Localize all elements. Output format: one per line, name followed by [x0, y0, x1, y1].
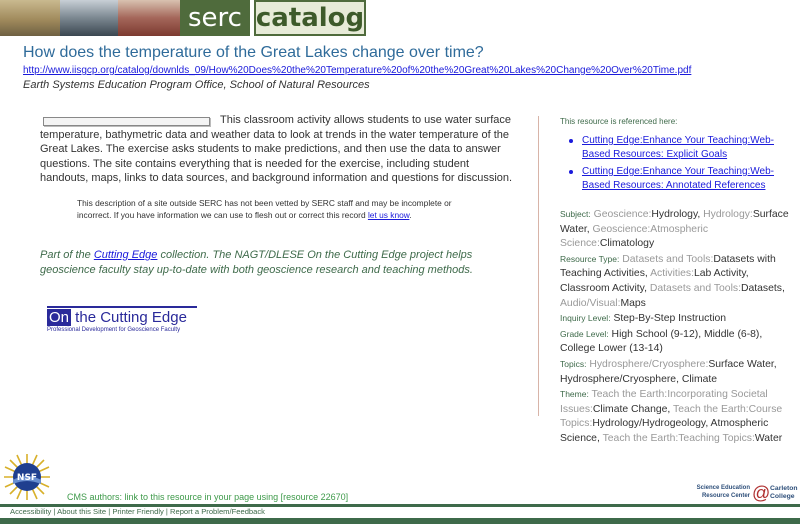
header-banner: [0, 0, 368, 36]
cutting-edge-logo-name: [47, 308, 207, 328]
resource-title: How does the temperature of the Great Lakes change over time?: [23, 44, 484, 61]
reference-link[interactable]: Cutting Edge:Enhance Your Teaching:Web-Based Resources: Annotated References: [582, 166, 774, 191]
resource-url-link[interactable]: http://www.iisgcp.org/catalog/downlds_09/How%20Does%20the%20Temperature%20of%20the%20Great%20Lakes%20Change%20Over%20Time.pdf: [23, 65, 692, 76]
catalog-logo-text[interactable]: catalog: [254, 0, 366, 36]
subject-category: Geoscience:Atmospheric Science:: [560, 223, 709, 250]
metadata-resource-type: [560, 252, 800, 311]
collection-prefix: Part of the: [40, 249, 94, 261]
list-item: [567, 134, 797, 162]
resource-type-category: Audio/Visual:: [560, 297, 621, 309]
inquiry-level-label: Inquiry Level:: [560, 313, 611, 324]
accessibility-link[interactable]: Accessibility: [10, 507, 52, 516]
resource-organization: Earth Systems Education Program Office, School of Natural Resources: [23, 79, 370, 91]
reference-link[interactable]: Cutting Edge:Enhance Your Teaching:Web-Based Resources: Explicit Goals: [582, 135, 774, 160]
serc-logo-left: Science Education Resource Center: [696, 485, 750, 499]
subject-value: Climatology: [599, 238, 655, 250]
grade-level-label: Grade Level:: [560, 328, 609, 339]
resource-type-value: Lab Activity, Classroom Activity,: [560, 268, 749, 294]
footer-links: [10, 507, 265, 516]
topics-category: Hydrosphere/Cryosphere:: [586, 358, 709, 370]
serc-logo-at: @: [752, 483, 771, 503]
subject-category: Geoscience:: [590, 209, 652, 220]
collection-suffix: collection. The NAGT/DLESE On the Cutting Edge project helps geoscience faculty stay up-to-date with both geoscience research and teaching methods.: [40, 249, 473, 276]
topics-value: Surface Water, Hydrosphere/Cryosphere, Climate: [560, 358, 777, 385]
column-divider: [538, 116, 539, 416]
theme-category: Teach the Earth:Incorporating Societal Issues:: [560, 389, 768, 415]
metadata-theme: [560, 387, 800, 446]
topics-label: Topics:: [560, 358, 587, 369]
subject-category: Hydrology:: [703, 209, 753, 220]
references-heading: This resource is referenced here:: [560, 117, 678, 126]
cutting-edge-logo-on: On: [49, 309, 70, 326]
nsf-logo[interactable]: [2, 452, 52, 502]
theme-value: Water: [754, 432, 783, 444]
metadata-inquiry-level: [560, 311, 800, 327]
resource-description: This classroom activity allows students to use water surface temperature, bathymetric data and weather data to look at trends in the water temperature of the Great Lakes. The exercise asks students to make predictions, and then use the data to answer questions. The site contains everything that is needed for the exercise, including student handouts, maps, links to data sources, and background information and questions for discussion.: [40, 114, 513, 185]
theme-value: Hydrology/Hydrogeology, Atmospheric Science,: [560, 418, 769, 444]
metadata-grade-level: [560, 327, 800, 357]
footer-rule-bottom: [0, 518, 800, 524]
references-list: [567, 134, 797, 196]
resource-type-value: Datasets,: [740, 282, 785, 294]
serc-carleton-logo[interactable]: [688, 485, 800, 505]
cutting-edge-logo[interactable]: [47, 306, 207, 333]
footer-separator: |: [163, 507, 170, 516]
theme-category: Teach the Earth:Course Topics:: [560, 403, 783, 430]
metadata-subject: [560, 207, 800, 252]
report-problem-link[interactable]: Report a Problem/Feedback: [170, 507, 265, 516]
disclaimer-note: [77, 197, 477, 221]
let-us-know-link[interactable]: let us know: [367, 210, 410, 220]
printer-friendly-link[interactable]: Printer Friendly: [112, 507, 164, 516]
metadata-topics: [560, 357, 800, 387]
resource-type-category: Datasets and Tools:: [619, 253, 714, 265]
about-site-link[interactable]: About this Site: [57, 507, 107, 516]
header-photo-landscape: [60, 0, 118, 36]
cutting-edge-logo-tagline: Professional Development for Geoscience Faculty: [47, 327, 181, 333]
resource-type-category: Activities:: [650, 268, 694, 280]
grade-level-value: High School (9-12), Middle (6-8), College Lower (13-14): [560, 328, 763, 355]
subject-value: Hydrology,: [651, 209, 704, 220]
disclaimer-end: .: [409, 210, 412, 220]
serc-logo-right: Carleton College: [770, 485, 798, 500]
collection-note: [40, 248, 510, 277]
footer-separator: |: [106, 507, 113, 516]
resource-type-value: Maps: [620, 297, 646, 309]
inquiry-level-value: Step-By-Step Instruction: [610, 313, 727, 325]
resource-metadata: [560, 207, 800, 447]
cutting-edge-logo-title: the Cutting Edge: [71, 309, 187, 326]
resource-type-value: Datasets with Teaching Activities,: [560, 253, 776, 280]
resource-type-label: Resource Type:: [560, 253, 620, 264]
theme-category: Teach the Earth:Teaching Topics:: [602, 432, 755, 444]
nsf-logo-text: NSF: [16, 473, 38, 483]
subject-value: Surface Water,: [560, 209, 789, 235]
cms-authors-note: CMS authors: link to this resource in your page using [resource 22670]: [67, 492, 349, 502]
cutting-edge-link[interactable]: Cutting Edge: [93, 249, 158, 261]
header-photo-people: [0, 0, 60, 36]
list-item: [567, 165, 797, 193]
footer-separator: |: [51, 507, 58, 516]
resource-type-category: Datasets and Tools:: [649, 282, 741, 294]
subject-label: Subject:: [560, 209, 591, 219]
theme-value: Climate Change,: [592, 403, 674, 415]
serc-logo-text[interactable]: serc: [180, 0, 250, 36]
theme-label: Theme:: [560, 389, 589, 400]
header-photo-rocks: [118, 0, 180, 36]
disclaimer-text: This description of a site outside SERC has not been vetted by SERC staff and may be incomplete or incorrect. If you have information we can use to flesh out or correct this record: [77, 198, 452, 220]
